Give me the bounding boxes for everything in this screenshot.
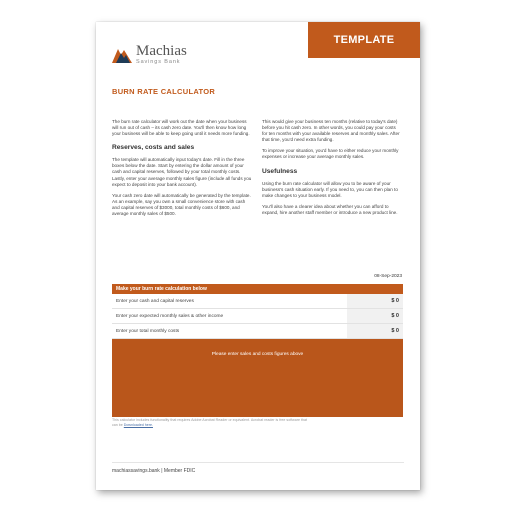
logo-subtitle: Savings Bank xyxy=(136,59,181,65)
costs-label: Enter your total monthly costs xyxy=(116,328,180,334)
mountain-logo-icon xyxy=(112,47,132,63)
section-heading-reserves: Reserves, costs and sales xyxy=(112,144,195,152)
sales-label: Enter your expected monthly sales & other income xyxy=(116,313,224,319)
footnote-text: This calculator includes functionality that requires Adobe Acrobat Reader or equivalent. Acrobat reader is free software that can be xyxy=(112,418,307,427)
footer-divider xyxy=(112,462,404,463)
footnote xyxy=(112,418,312,428)
calc-row-sales xyxy=(112,309,403,324)
burn-rate-calculator xyxy=(112,284,403,417)
template-badge: TEMPLATE xyxy=(308,22,420,58)
result-message: Please enter sales and costs figures above xyxy=(211,352,304,357)
logo-name: Machias xyxy=(136,43,187,59)
reserves-paragraph-2: Your cash zero date will automatically be generated by the template. As an example, say you own a small convenience store with cash and capital reserves of $3000, total monthly costs of $600, and average monthly sales of $500. xyxy=(112,192,251,217)
left-column xyxy=(112,119,252,222)
download-link[interactable]: Downloaded here. xyxy=(123,423,153,427)
document-page xyxy=(96,22,420,490)
right-paragraph-2: To improve your situation, you'd have to either reduce your monthly expenses or increase your average monthly sales. xyxy=(262,148,399,160)
bank-logo xyxy=(112,44,187,66)
calc-row-reserves xyxy=(112,294,403,309)
sales-input[interactable]: $ 0 xyxy=(347,309,403,323)
reserves-input[interactable]: $ 0 xyxy=(347,294,403,308)
calculator-heading: Make your burn rate calculation below xyxy=(112,284,403,294)
reserves-paragraph-1: The template will automatically input today's date. Fill in the three boxes below the date. Start by entering the dollar amount of your cash and capital reserves, followed by your total monthly costs. Lastly, enter your average monthly sales figure (include all funds you expect to deposit into your bank account). xyxy=(112,157,252,187)
footer-text: machiassavings.bank | Member FDIC xyxy=(112,468,196,474)
right-column xyxy=(262,119,402,221)
usefulness-paragraph-1: Using the burn rate calculator will allow you to be aware of your business's cash situation early. If you need to, you can then plan to make changes to your business model. xyxy=(262,180,398,198)
calc-row-costs xyxy=(112,324,403,339)
today-date: 08-Sep-2023 xyxy=(374,274,402,279)
section-heading-usefulness: Usefulness xyxy=(262,167,298,175)
reserves-label: Enter your cash and capital reserves xyxy=(116,298,194,304)
result-panel xyxy=(112,339,403,417)
intro-paragraph: The burn rate calculator will work out the date when your business will run out of cash – its cash zero date. You'll then know how long your business will be able to keep going until it needs more funding. xyxy=(112,119,250,137)
page-title: BURN RATE CALCULATOR xyxy=(112,87,216,96)
right-paragraph-1: This would give your business ten months (relative to today's date) before you hit cash zero. In other words, you could pay your costs for ten months with your available reserves and monthly sales. After that time, you'd need extra funding. xyxy=(262,119,400,143)
costs-input[interactable]: $ 0 xyxy=(347,324,403,338)
usefulness-paragraph-2: You'll also have a clearer idea about whether you can afford to expand, hire another staff member or introduce a new product line. xyxy=(262,203,398,215)
